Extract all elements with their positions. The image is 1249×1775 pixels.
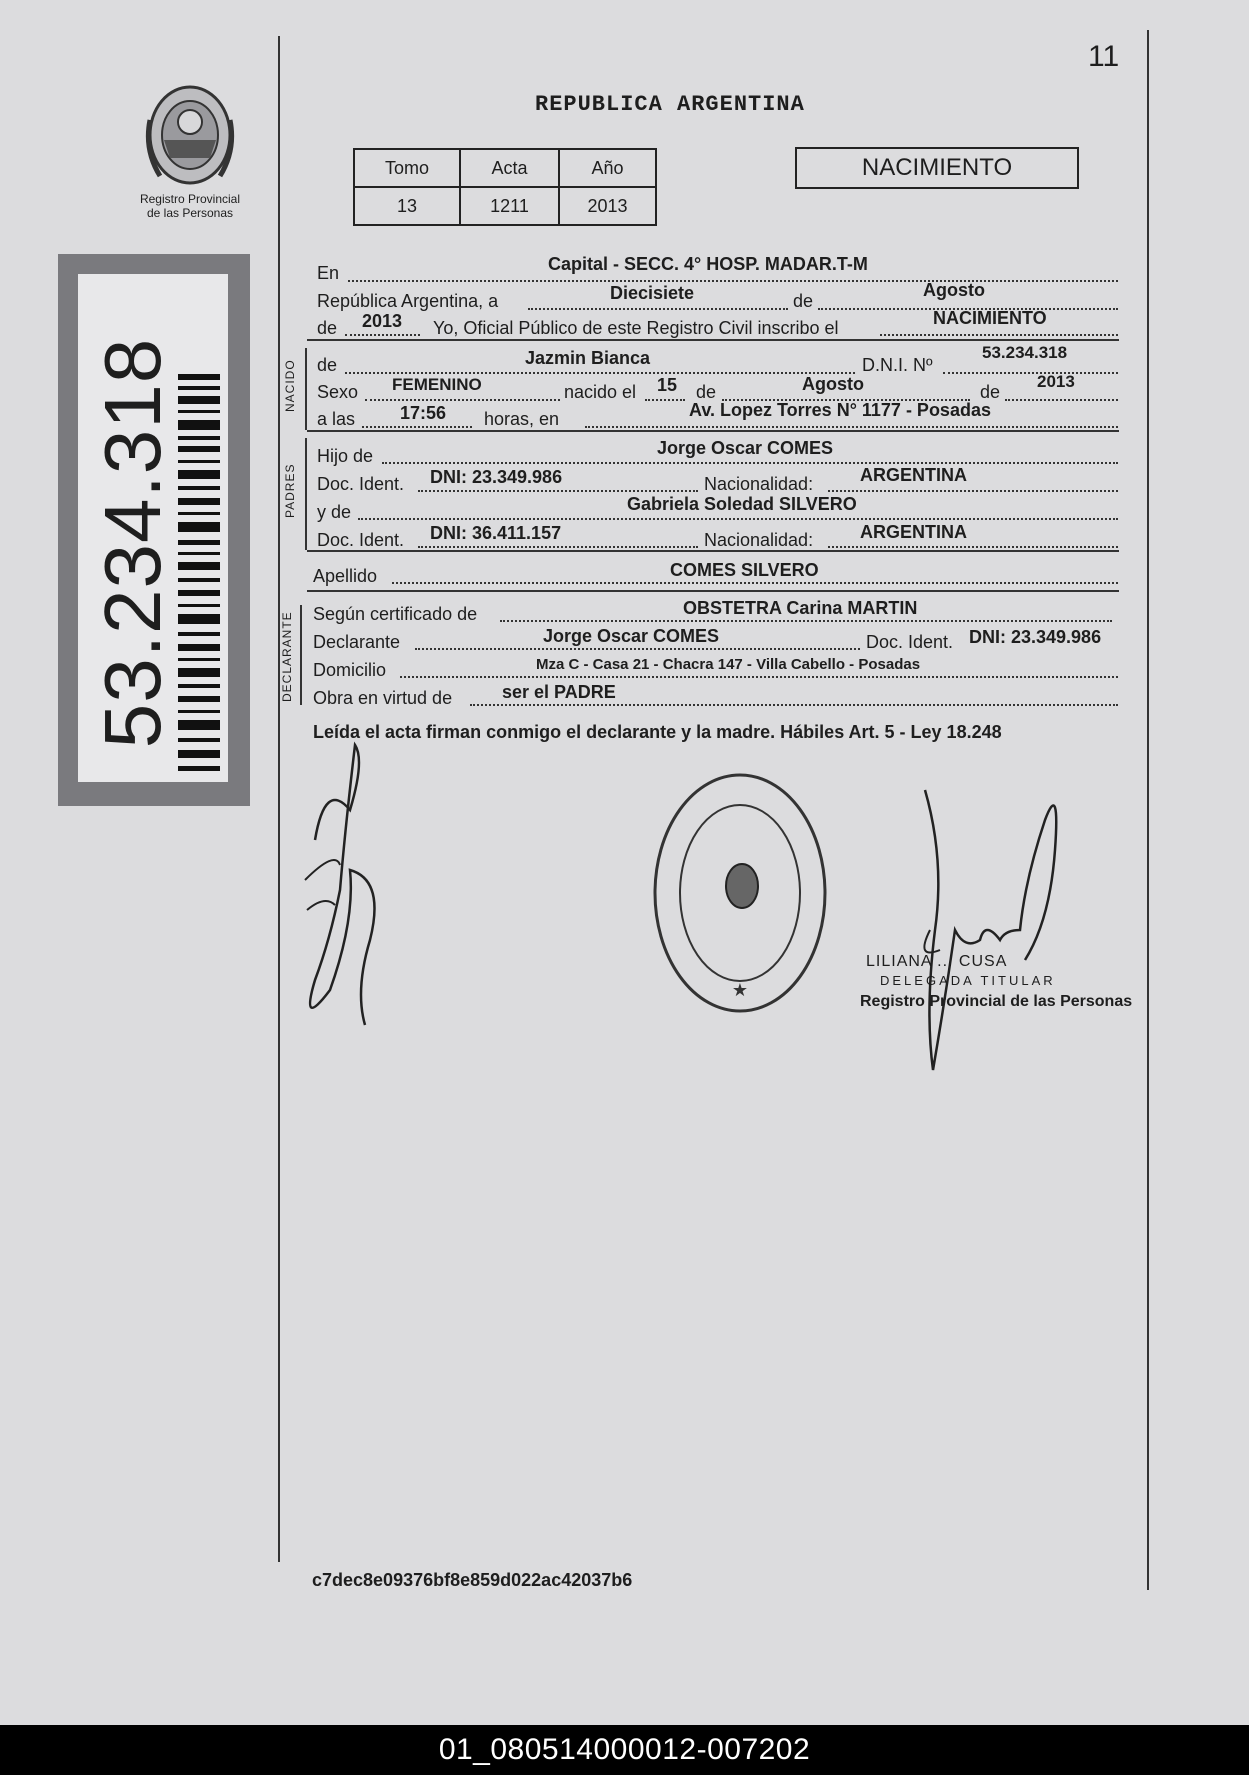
value-father-nationality: ARGENTINA (860, 465, 967, 485)
label-a-las: a las (317, 409, 356, 429)
label-de-month: de (696, 382, 717, 402)
provincial-emblem-icon (140, 80, 240, 190)
register-reference-table (353, 148, 657, 226)
dots (645, 399, 685, 401)
dots (415, 648, 860, 650)
logo-caption (120, 192, 260, 220)
value-mother-nationality: ARGENTINA (860, 522, 967, 542)
dots (880, 334, 1118, 336)
section-label-padres: PADRES (283, 463, 297, 518)
label-domicilio: Domicilio (313, 660, 387, 680)
right-margin-line (1147, 30, 1149, 1590)
id-strip-number: 53.234.318 (88, 337, 177, 749)
value-certifier: OBSTETRA Carina MARTIN (683, 598, 918, 618)
value-place: Capital - SECC. 4° HOSP. MADAR.T-M (548, 254, 868, 274)
dots (500, 620, 1112, 622)
value-birth-year: 2013 (1037, 372, 1075, 391)
value-birth-day: 15 (657, 375, 678, 395)
label-father-nationality: Nacionalidad: (704, 474, 814, 494)
value-month: Agosto (923, 280, 985, 300)
label-de-year: de (317, 318, 338, 338)
value-day: Diecisiete (610, 283, 695, 303)
register-header-row (354, 149, 656, 187)
value-mother-doc: DNI: 36.411.157 (430, 523, 562, 543)
dots (943, 372, 1118, 374)
section-rule (307, 430, 1119, 432)
label-declarante: Declarante (313, 632, 401, 652)
padres-section-bar (305, 438, 307, 550)
value-father: Jorge Oscar COMES (657, 438, 834, 458)
left-margin-line (278, 36, 280, 1562)
dots (358, 518, 1118, 520)
label-republica: República Argentina, a (317, 291, 499, 311)
header-acta: Acta (460, 149, 559, 187)
value-capacity: ser el PADRE (502, 682, 616, 702)
value-declarant-doc: DNI: 23.349.986 (969, 627, 1102, 647)
dots (418, 546, 698, 548)
header-anio: Año (559, 149, 656, 187)
label-father-doc: Doc. Ident. (317, 474, 405, 494)
document-hash: c7dec8e09376bf8e859d022ac42037b6 (312, 1570, 633, 1590)
value-child-dni: 53.234.318 (982, 343, 1068, 362)
official-signature-icon (905, 780, 1085, 1080)
dots (345, 372, 855, 374)
label-oficial: Yo, Oficial Público de este Registro Civil inscribo el (433, 318, 839, 338)
id-number-strip (58, 254, 250, 806)
label-sexo: Sexo (317, 382, 359, 402)
dots (828, 490, 1118, 492)
label-certificado: Según certificado de (313, 604, 478, 624)
register-value-row (354, 187, 656, 225)
dots (1005, 399, 1118, 401)
label-mother-doc: Doc. Ident. (317, 530, 405, 550)
logo-caption-line2: de las Personas (146, 206, 234, 220)
value-apellido: COMES SILVERO (670, 560, 819, 580)
dots (585, 426, 1118, 428)
barcode-icon (178, 374, 220, 774)
logo-caption-line1: Registro Provincial (139, 192, 241, 206)
official-title: DELEGADA TITULAR (880, 973, 1056, 988)
value-birth-place: Av. Lopez Torres N° 1177 - Posadas (689, 400, 991, 420)
id-strip-inner (78, 274, 228, 782)
section-rule (307, 339, 1119, 341)
label-y-de: y de (317, 502, 352, 522)
page-number: 11 (1088, 40, 1120, 73)
value-event: NACIMIENTO (933, 308, 1047, 328)
value-sex: FEMENINO (392, 375, 482, 394)
legal-statement: Leída el acta firman conmigo el declarante y la madre. Hábiles Art. 5 - Ley 18.248 (313, 722, 1002, 742)
label-hijo-de: Hijo de (317, 446, 374, 466)
header-tomo: Tomo (354, 149, 460, 187)
dots (348, 280, 1118, 282)
label-declarant-doc: Doc. Ident. (866, 632, 954, 652)
value-birth-month: Agosto (802, 374, 864, 394)
nacido-section-bar (305, 348, 307, 430)
value-tomo: 13 (354, 187, 460, 225)
label-de-name: de (317, 355, 338, 375)
value-year: 2013 (362, 311, 403, 331)
label-obra: Obra en virtud de (313, 688, 453, 708)
dots (382, 462, 1118, 464)
dots (392, 582, 1118, 584)
section-rule (307, 550, 1119, 552)
value-mother: Gabriela Soledad SILVERO (627, 494, 857, 514)
declarante-section-bar (300, 605, 302, 705)
section-rule (307, 590, 1119, 592)
official-office: Registro Provincial de las Personas (860, 993, 1133, 1010)
country-title: REPUBLICA ARGENTINA (535, 92, 805, 117)
section-label-declarante: DECLARANTE (280, 611, 294, 702)
dots (528, 308, 788, 310)
label-apellido: Apellido (313, 566, 378, 586)
label-de: de (793, 291, 814, 311)
dots (345, 334, 420, 336)
dots (418, 490, 698, 492)
value-acta: 1211 (460, 187, 559, 225)
value-child-name: Jazmin Bianca (525, 348, 651, 368)
value-address: Mza C - Casa 21 - Chacra 147 - Villa Cabello - Posadas (536, 656, 921, 673)
value-declarant: Jorge Oscar COMES (543, 626, 720, 646)
official-name: LILIANA ... CUSA (866, 953, 1008, 970)
label-horas-en: horas, en (484, 409, 560, 429)
section-label-nacido: NACIDO (283, 359, 297, 412)
record-type-box: NACIMIENTO (795, 147, 1079, 189)
registry-seal-icon (650, 768, 830, 1018)
label-nacido-el: nacido el (564, 382, 637, 402)
dots (828, 546, 1118, 548)
dots (365, 399, 560, 401)
value-time: 17:56 (400, 403, 447, 423)
declarant-signature-icon (295, 740, 405, 1040)
label-en: En (317, 263, 340, 283)
value-father-doc: DNI: 23.349.986 (430, 467, 563, 487)
footer-code: 01_080514000012-007202 (0, 1725, 1249, 1775)
dots (362, 426, 472, 428)
label-de-byear: de (980, 382, 1001, 402)
label-mother-nationality: Nacionalidad: (704, 530, 814, 550)
svg-text:★: ★ (731, 980, 749, 1001)
value-anio: 2013 (559, 187, 656, 225)
label-dni: D.N.I. Nº (862, 355, 933, 375)
dots (400, 676, 1118, 678)
dots (470, 704, 1118, 706)
